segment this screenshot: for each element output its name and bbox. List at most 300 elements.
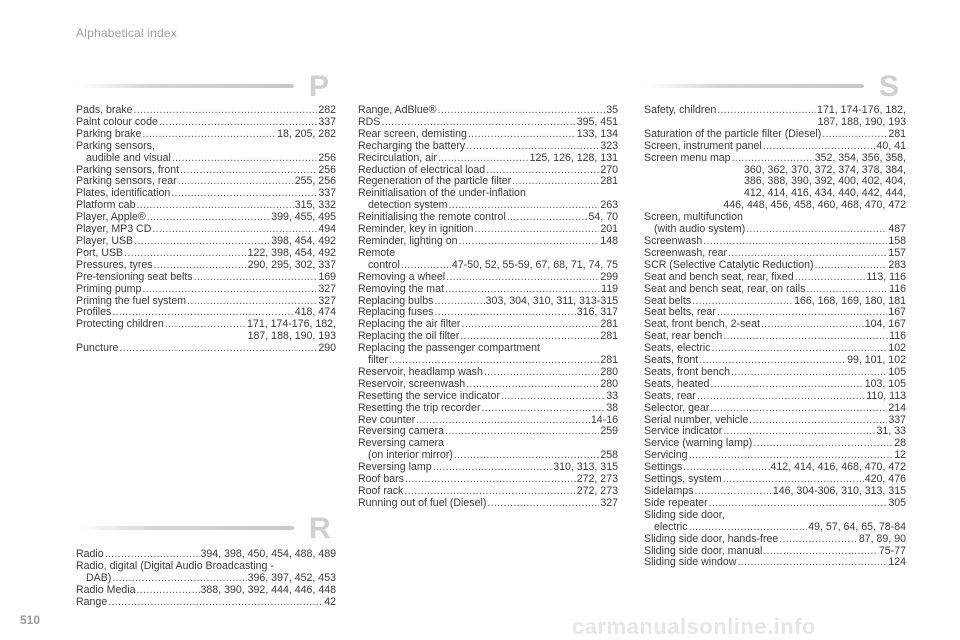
index-entry bbox=[76, 284, 336, 296]
index-entry-term: Pads, brake bbox=[76, 104, 133, 116]
index-entry-term: Resetting the service indicator bbox=[358, 389, 500, 402]
index-entry-line bbox=[76, 585, 336, 597]
leader-dots bbox=[710, 379, 863, 391]
index-entry-pages: 125, 126, 128, 131 bbox=[529, 151, 618, 164]
index-entry-heading: Replacing the passenger compartment bbox=[358, 342, 540, 355]
index-entry bbox=[358, 141, 618, 153]
leader-dots bbox=[737, 557, 887, 569]
index-entry-term: Seat, front bench, 2-seat bbox=[644, 318, 761, 331]
leader-dots bbox=[815, 260, 888, 272]
leader-dots bbox=[728, 248, 887, 260]
section-header-p bbox=[76, 72, 336, 102]
index-entry-term: RDS bbox=[358, 115, 381, 128]
leader-dots bbox=[731, 367, 887, 379]
index-entry bbox=[76, 272, 336, 284]
index-entry-pages: 122, 398, 454, 492 bbox=[247, 246, 336, 259]
leader-dots bbox=[822, 129, 887, 141]
leader-dots bbox=[746, 224, 887, 236]
index-entry-term: Seats, front bbox=[644, 354, 699, 367]
section-divider-bar bbox=[76, 526, 294, 530]
index-entry-term: Screen, instrument panel bbox=[644, 139, 762, 152]
section-header-s bbox=[644, 72, 908, 102]
leader-dots bbox=[172, 153, 318, 165]
section-letter-s: S bbox=[879, 70, 900, 103]
index-entry-line bbox=[644, 403, 906, 415]
index-entry-line bbox=[76, 597, 336, 609]
leader-dots bbox=[806, 284, 888, 296]
leader-dots bbox=[749, 415, 887, 427]
index-entry-term: Reinitialising the remote control bbox=[358, 211, 506, 224]
index-entry-line bbox=[644, 522, 906, 534]
index-entry-term: Reminder, lighting on bbox=[358, 234, 458, 247]
index-entry-pages: 256 bbox=[318, 151, 336, 164]
index-entry-term: Roof bars bbox=[358, 473, 404, 486]
index-entry-line bbox=[358, 272, 618, 284]
index-entry-term: Recirculation, air bbox=[358, 151, 437, 164]
index-entry-term: Player, USB bbox=[76, 234, 134, 247]
index-entry-term: Safety, children bbox=[644, 104, 717, 116]
index-entry-line bbox=[358, 153, 618, 165]
index-entry bbox=[76, 319, 336, 343]
index-entry-pages: 119 bbox=[601, 282, 618, 295]
index-entry-line bbox=[76, 284, 336, 296]
index-entry-term: SCR (Selective Catalytic Reduction) bbox=[644, 258, 814, 271]
leader-dots bbox=[136, 200, 293, 212]
index-entry-pages: 12 bbox=[894, 449, 906, 462]
index-entry bbox=[644, 260, 906, 272]
index-entry bbox=[644, 379, 906, 391]
index-entry-subterm: detection system bbox=[368, 199, 448, 212]
index-entry-heading: Remote bbox=[358, 246, 396, 259]
index-entry-term: Rear screen, demisting bbox=[358, 127, 467, 140]
index-entry bbox=[644, 391, 906, 403]
leader-dots bbox=[119, 343, 317, 355]
leader-dots bbox=[761, 319, 864, 331]
index-entry-term: Service (warning lamp) bbox=[644, 437, 753, 450]
page-number: 510 bbox=[20, 613, 41, 627]
index-entry-pages: 255, 256 bbox=[294, 175, 336, 188]
index-entry-line bbox=[644, 272, 906, 284]
index-entry-term: Port, USB bbox=[76, 246, 124, 259]
index-entry-term: Seats, heated bbox=[644, 377, 710, 390]
index-entry-line bbox=[644, 379, 906, 391]
section-letter-p: P bbox=[309, 70, 330, 103]
index-entry-pages: 102 bbox=[888, 342, 906, 355]
index-entry-term: Screen menu map bbox=[644, 151, 731, 164]
index-entry-pages: 157 bbox=[888, 246, 906, 259]
index-entry-term: Replacing bulbs bbox=[358, 294, 434, 307]
index-column-s bbox=[644, 105, 906, 569]
index-entry-pages: 124 bbox=[888, 556, 906, 569]
index-entry-pages: 281 bbox=[600, 354, 618, 367]
leader-dots bbox=[481, 403, 605, 415]
index-entry-pages: 280 bbox=[600, 377, 618, 390]
index-entry bbox=[644, 212, 906, 236]
index-entry-term: Replacing the oil filter bbox=[358, 330, 460, 343]
index-entry-line bbox=[644, 557, 906, 569]
leader-dots bbox=[178, 176, 294, 188]
index-entry-term: Pre-tensioning seat belts bbox=[76, 270, 193, 283]
leader-dots bbox=[136, 585, 199, 597]
index-entry-pages-continued: 187, 188, 190, 193 bbox=[247, 330, 336, 343]
index-entry-term: Parking sensors, front bbox=[76, 163, 180, 176]
leader-dots bbox=[487, 498, 599, 510]
index-entry-pages: 388, 390, 392, 444, 446, 448 bbox=[200, 583, 336, 596]
index-entry bbox=[644, 105, 906, 129]
leader-dots bbox=[165, 319, 246, 331]
index-entry-term: Sliding side window bbox=[644, 556, 737, 569]
index-entry bbox=[358, 153, 618, 165]
index-entry-pages: 327 bbox=[600, 496, 618, 509]
index-entry-pages: 396, 397, 452, 453 bbox=[247, 571, 336, 584]
leader-dots bbox=[763, 141, 876, 153]
index-entry bbox=[644, 248, 906, 260]
index-entry-pages: 395, 451 bbox=[576, 115, 618, 128]
index-entry-term: Radio Media bbox=[76, 583, 136, 596]
index-entry bbox=[358, 188, 618, 212]
index-entry-pages: 305 bbox=[888, 496, 906, 509]
leader-dots bbox=[124, 248, 247, 260]
index-entry-pages: 272, 273 bbox=[576, 485, 618, 497]
index-entry-pages: 281 bbox=[600, 318, 618, 331]
leader-dots bbox=[142, 129, 276, 141]
index-entry-pages: 31, 33 bbox=[876, 425, 906, 438]
leader-dots bbox=[703, 236, 887, 248]
index-entry-subterm: DAB) bbox=[86, 571, 112, 584]
index-entry-term: Reservoir, screenwash bbox=[358, 377, 466, 390]
index-entry-term: Service indicator bbox=[644, 425, 723, 438]
index-entry-line bbox=[358, 236, 618, 248]
index-entry-pages: 33 bbox=[606, 389, 618, 402]
index-entry-term: Resetting the trip recorder bbox=[358, 401, 481, 414]
index-entry-pages: 28 bbox=[894, 437, 906, 450]
index-entry-pages: 263 bbox=[600, 199, 618, 212]
index-entry-term: Reversing camera bbox=[358, 425, 444, 438]
index-entry-term: Seat and bench seat, rear, fixed bbox=[644, 270, 794, 283]
index-entry-term: Saturation of the particle filter (Diesel) bbox=[644, 127, 822, 140]
leader-dots bbox=[401, 260, 451, 272]
index-entry-line bbox=[644, 248, 906, 260]
index-entry-pages: 49, 57, 64, 65, 78-84 bbox=[808, 520, 906, 533]
page-header-title: Alphabetical index bbox=[76, 26, 178, 40]
index-entry-pages: 272, 273 bbox=[576, 473, 618, 486]
index-entry-subterm: (on interior mirror) bbox=[368, 449, 453, 462]
index-entry-pages: 337 bbox=[318, 187, 336, 200]
leader-dots bbox=[445, 284, 600, 296]
index-entry-term: Seat belts bbox=[644, 294, 692, 307]
index-entry-term: Regeneration of the particle filter bbox=[358, 175, 512, 188]
index-entry-pages: 303, 304, 310, 311, 313-315 bbox=[485, 294, 618, 307]
index-entry-pages: 399, 455, 495 bbox=[271, 211, 336, 224]
index-entry-term: Platform cab bbox=[76, 199, 136, 212]
index-entry-term: Seat, rear bench bbox=[644, 330, 723, 343]
index-entry-term: Plates, identification bbox=[76, 187, 171, 200]
index-entry-term: Rev counter bbox=[358, 413, 416, 426]
leader-dots bbox=[697, 391, 866, 403]
index-entry-term: Screenwash, rear bbox=[644, 246, 728, 259]
index-entry-line bbox=[644, 153, 906, 165]
index-entry-line bbox=[358, 391, 618, 403]
leader-dots bbox=[507, 212, 588, 224]
index-entry bbox=[644, 272, 906, 284]
index-entry bbox=[644, 403, 906, 415]
index-entry-term: Player, Apple® bbox=[76, 211, 146, 224]
index-entry-term: Seats, rear bbox=[644, 389, 696, 402]
index-entry-pages: 171, 174-176, 182, bbox=[247, 318, 336, 331]
leader-dots bbox=[709, 498, 888, 510]
index-entry-pages: 258 bbox=[600, 449, 618, 462]
index-entry bbox=[644, 534, 906, 546]
index-entry-pages-continued: 360, 362, 370, 372, 374, 378, 384, bbox=[744, 163, 906, 176]
index-entry-pages: 315, 332 bbox=[294, 199, 336, 212]
index-entry-pages: 280 bbox=[600, 365, 618, 378]
index-entry-pages: 166, 168, 169, 180, 181 bbox=[794, 294, 906, 307]
index-entry-term: Profiles bbox=[76, 306, 112, 319]
index-entry-pages: 281 bbox=[888, 127, 906, 140]
index-entry-term: Priming pump bbox=[76, 282, 142, 295]
leader-dots bbox=[779, 534, 858, 546]
leader-dots bbox=[466, 141, 599, 153]
index-entry-pages: 103, 105 bbox=[864, 377, 906, 390]
index-entry-pages: 38 bbox=[606, 401, 618, 414]
leader-dots bbox=[446, 272, 599, 284]
index-entry bbox=[358, 248, 618, 272]
index-entry-heading: Sliding side door, bbox=[644, 508, 725, 521]
index-entry bbox=[358, 272, 618, 284]
index-entry-heading: Screen, multifunction bbox=[644, 211, 743, 224]
index-entry-pages-continued: 446, 448, 456, 458, 460, 468, 470, 472 bbox=[723, 199, 906, 212]
index-entry-term: Settings, system bbox=[644, 473, 722, 486]
index-entry bbox=[358, 403, 618, 415]
index-entry-pages: 494 bbox=[318, 223, 336, 236]
leader-dots bbox=[474, 224, 599, 236]
index-entry-pages: 146, 304-306, 310, 313, 315 bbox=[772, 485, 906, 497]
index-entry-pages: 116 bbox=[889, 330, 906, 343]
index-entry-pages: 398, 454, 492 bbox=[271, 234, 336, 247]
index-entry-term: Replacing the air filter bbox=[358, 318, 461, 331]
index-entry-term: Parking sensors, rear bbox=[76, 175, 177, 188]
index-entry-pages: 171, 174-176, 182, bbox=[817, 104, 906, 116]
index-entry-line bbox=[76, 272, 336, 284]
leader-dots bbox=[710, 403, 887, 415]
leader-dots bbox=[501, 391, 605, 403]
index-entry-line bbox=[76, 343, 336, 355]
index-entry-line bbox=[644, 260, 906, 272]
index-entry-pages: 327 bbox=[318, 282, 336, 295]
index-entry-term: Paint colour code bbox=[76, 115, 158, 128]
leader-dots bbox=[108, 597, 323, 609]
index-entry bbox=[358, 236, 618, 248]
index-entry-pages-continued: 386, 388, 390, 392, 400, 402, 404, bbox=[744, 175, 906, 188]
index-entry bbox=[644, 284, 906, 296]
index-entry-term: Player, MP3 CD bbox=[76, 223, 152, 236]
index-entry-term: Sidelamps bbox=[644, 485, 694, 497]
leader-dots bbox=[433, 462, 553, 474]
leader-dots bbox=[445, 426, 599, 438]
leader-dots bbox=[112, 573, 246, 585]
leader-dots bbox=[434, 296, 484, 308]
index-entry-line bbox=[644, 284, 906, 296]
leader-dots bbox=[689, 522, 808, 534]
index-entry-pages: 104, 167 bbox=[864, 318, 906, 331]
index-entry bbox=[76, 141, 336, 165]
index-entry-pages: 47-50, 52, 55-59, 67, 68, 71, 74, 75 bbox=[451, 258, 618, 271]
section-header-r bbox=[76, 514, 336, 544]
index-entry-pages: 158 bbox=[888, 234, 906, 247]
index-entry-pages: 327 bbox=[318, 294, 336, 307]
index-entry-subterm: audible and visual bbox=[86, 151, 171, 164]
leader-dots bbox=[461, 319, 599, 331]
index-entry bbox=[76, 585, 336, 597]
index-entry-pages: 35 bbox=[606, 104, 618, 116]
leader-dots bbox=[134, 105, 318, 117]
index-entry-term: Selector, gear bbox=[644, 401, 710, 414]
index-entry-term: Removing a wheel bbox=[358, 270, 446, 283]
index-entry-line bbox=[644, 141, 906, 153]
index-entry-line bbox=[76, 573, 336, 585]
index-entry-term: Roof rack bbox=[358, 485, 404, 497]
index-entry bbox=[644, 129, 906, 141]
index-entry-pages: 337 bbox=[318, 115, 336, 128]
index-entry-term: Parking brake bbox=[76, 127, 142, 140]
index-entry-term: Range, AdBlue® bbox=[358, 104, 437, 116]
index-entry-line bbox=[358, 260, 618, 272]
index-entry-term: Settings bbox=[644, 461, 683, 474]
index-entry bbox=[644, 557, 906, 569]
index-entry-pages: 283 bbox=[888, 258, 906, 271]
index-entry-pages: 337 bbox=[888, 413, 906, 426]
leader-dots bbox=[142, 284, 317, 296]
index-entry-term: Pressures, tyres bbox=[76, 258, 153, 271]
index-entry-term: Radio bbox=[76, 548, 104, 560]
index-entry-pages: 282 bbox=[318, 104, 336, 116]
index-entry-pages: 281 bbox=[600, 330, 618, 343]
index-entry-term: Reminder, key in ignition bbox=[358, 223, 474, 236]
section-divider-bar bbox=[76, 84, 294, 88]
index-entry-term: Seats, front bench bbox=[644, 365, 730, 378]
leader-dots bbox=[466, 379, 599, 391]
section-divider-bar bbox=[644, 84, 864, 88]
index-entry-subterm: control bbox=[368, 258, 400, 271]
index-entry bbox=[644, 510, 906, 534]
index-entry-pages: 299 bbox=[600, 270, 618, 283]
index-column-r-radio bbox=[76, 549, 336, 609]
leader-dots bbox=[147, 212, 271, 224]
index-entry-pages: 167 bbox=[888, 306, 906, 319]
index-entry-pages: 270 bbox=[600, 163, 618, 176]
index-entry-term: Screenwash bbox=[644, 234, 703, 247]
index-entry bbox=[76, 561, 336, 585]
index-entry bbox=[358, 498, 618, 510]
index-entry-pages: 75-77 bbox=[878, 544, 906, 557]
index-entry-pages: 105 bbox=[888, 365, 906, 378]
index-entry-term: Seat and bench seat, rear, on rails bbox=[644, 282, 806, 295]
index-entry-subterm: (with audio system) bbox=[654, 223, 746, 236]
index-entry-pages: 290, 295, 302, 337 bbox=[247, 258, 336, 271]
index-entry-line bbox=[644, 129, 906, 141]
index-entry-pages: 113, 116 bbox=[866, 270, 906, 283]
index-entry-term: Replacing fuses bbox=[358, 306, 434, 319]
index-entry-pages: 394, 398, 450, 454, 488, 489 bbox=[200, 548, 336, 560]
index-entry-term: Recharging the battery bbox=[358, 139, 466, 152]
index-entry bbox=[76, 129, 336, 141]
index-entry-pages: 310, 313, 315 bbox=[553, 461, 618, 474]
index-entry-line bbox=[76, 153, 336, 165]
index-entry bbox=[76, 260, 336, 272]
index-entry-term: Servicing bbox=[644, 449, 688, 462]
section-letter-r: R bbox=[309, 512, 331, 545]
index-entry-term: Priming the fuel system bbox=[76, 294, 187, 307]
index-entry-subterm: filter bbox=[368, 354, 389, 367]
index-entry-pages: 18, 205, 282 bbox=[277, 127, 336, 140]
index-entry bbox=[76, 343, 336, 355]
index-entry-pages: 169 bbox=[318, 270, 336, 283]
index-entry bbox=[358, 284, 618, 296]
index-entry-pages-continued: 187, 188, 190, 193 bbox=[817, 115, 906, 128]
index-entry-pages: 256 bbox=[318, 163, 336, 176]
index-entry-term: Puncture bbox=[76, 342, 119, 355]
leader-dots bbox=[154, 260, 247, 272]
index-entry-subterm: electric bbox=[654, 520, 688, 533]
index-entry-pages: 420, 476 bbox=[864, 473, 906, 486]
index-entry-pages: 281 bbox=[600, 175, 618, 188]
leader-dots bbox=[405, 474, 576, 486]
index-entry-term: Reversing lamp bbox=[358, 461, 432, 474]
index-entry-term: Reservoir, headlamp wash bbox=[358, 365, 483, 378]
leader-dots bbox=[753, 438, 893, 450]
leader-dots bbox=[484, 367, 599, 379]
leader-dots bbox=[468, 129, 576, 141]
index-entry bbox=[358, 391, 618, 403]
index-entry-pages: 40, 41 bbox=[876, 139, 906, 152]
leader-dots bbox=[763, 546, 878, 558]
index-entry-pages: 110, 113 bbox=[866, 389, 906, 402]
index-entry-line bbox=[76, 129, 336, 141]
index-entry-pages: 290 bbox=[318, 342, 336, 355]
index-column-r bbox=[358, 105, 618, 510]
index-entry-line bbox=[358, 379, 618, 391]
index-entry bbox=[644, 153, 906, 213]
index-entry-pages: 418, 474 bbox=[294, 306, 336, 319]
leader-dots bbox=[459, 236, 600, 248]
index-entry-line bbox=[358, 129, 618, 141]
index-entry-line bbox=[644, 391, 906, 403]
index-entry-heading: Reinitialisation of the under-inflation bbox=[358, 187, 526, 200]
index-entry-line bbox=[358, 498, 618, 510]
index-entry-heading: Radio, digital (Digital Audio Broadcasting - bbox=[76, 559, 274, 572]
leader-dots bbox=[717, 105, 816, 117]
index-entry-pages: 201 bbox=[600, 223, 618, 236]
index-entry-line bbox=[358, 141, 618, 153]
leader-dots bbox=[732, 153, 814, 165]
index-entry-term: Sliding side door, manual bbox=[644, 544, 763, 557]
index-entry-line bbox=[76, 260, 336, 272]
leader-dots bbox=[795, 272, 866, 284]
index-column-p bbox=[76, 105, 336, 355]
index-entry-term: Protecting children bbox=[76, 318, 164, 331]
leader-dots bbox=[723, 331, 888, 343]
index-entry bbox=[358, 438, 618, 462]
index-entry bbox=[358, 129, 618, 141]
index-entry-line bbox=[358, 284, 618, 296]
index-entry-term: Range bbox=[76, 595, 108, 608]
index-entry-term: Removing the mat bbox=[358, 282, 444, 295]
index-entry-pages: 87, 89, 90 bbox=[858, 532, 906, 545]
index-entry bbox=[644, 141, 906, 153]
index-entry-pages: 116 bbox=[889, 282, 906, 295]
index-entry-pages: 99, 101, 102 bbox=[847, 354, 906, 367]
index-entry-pages: 14-16 bbox=[590, 413, 618, 426]
